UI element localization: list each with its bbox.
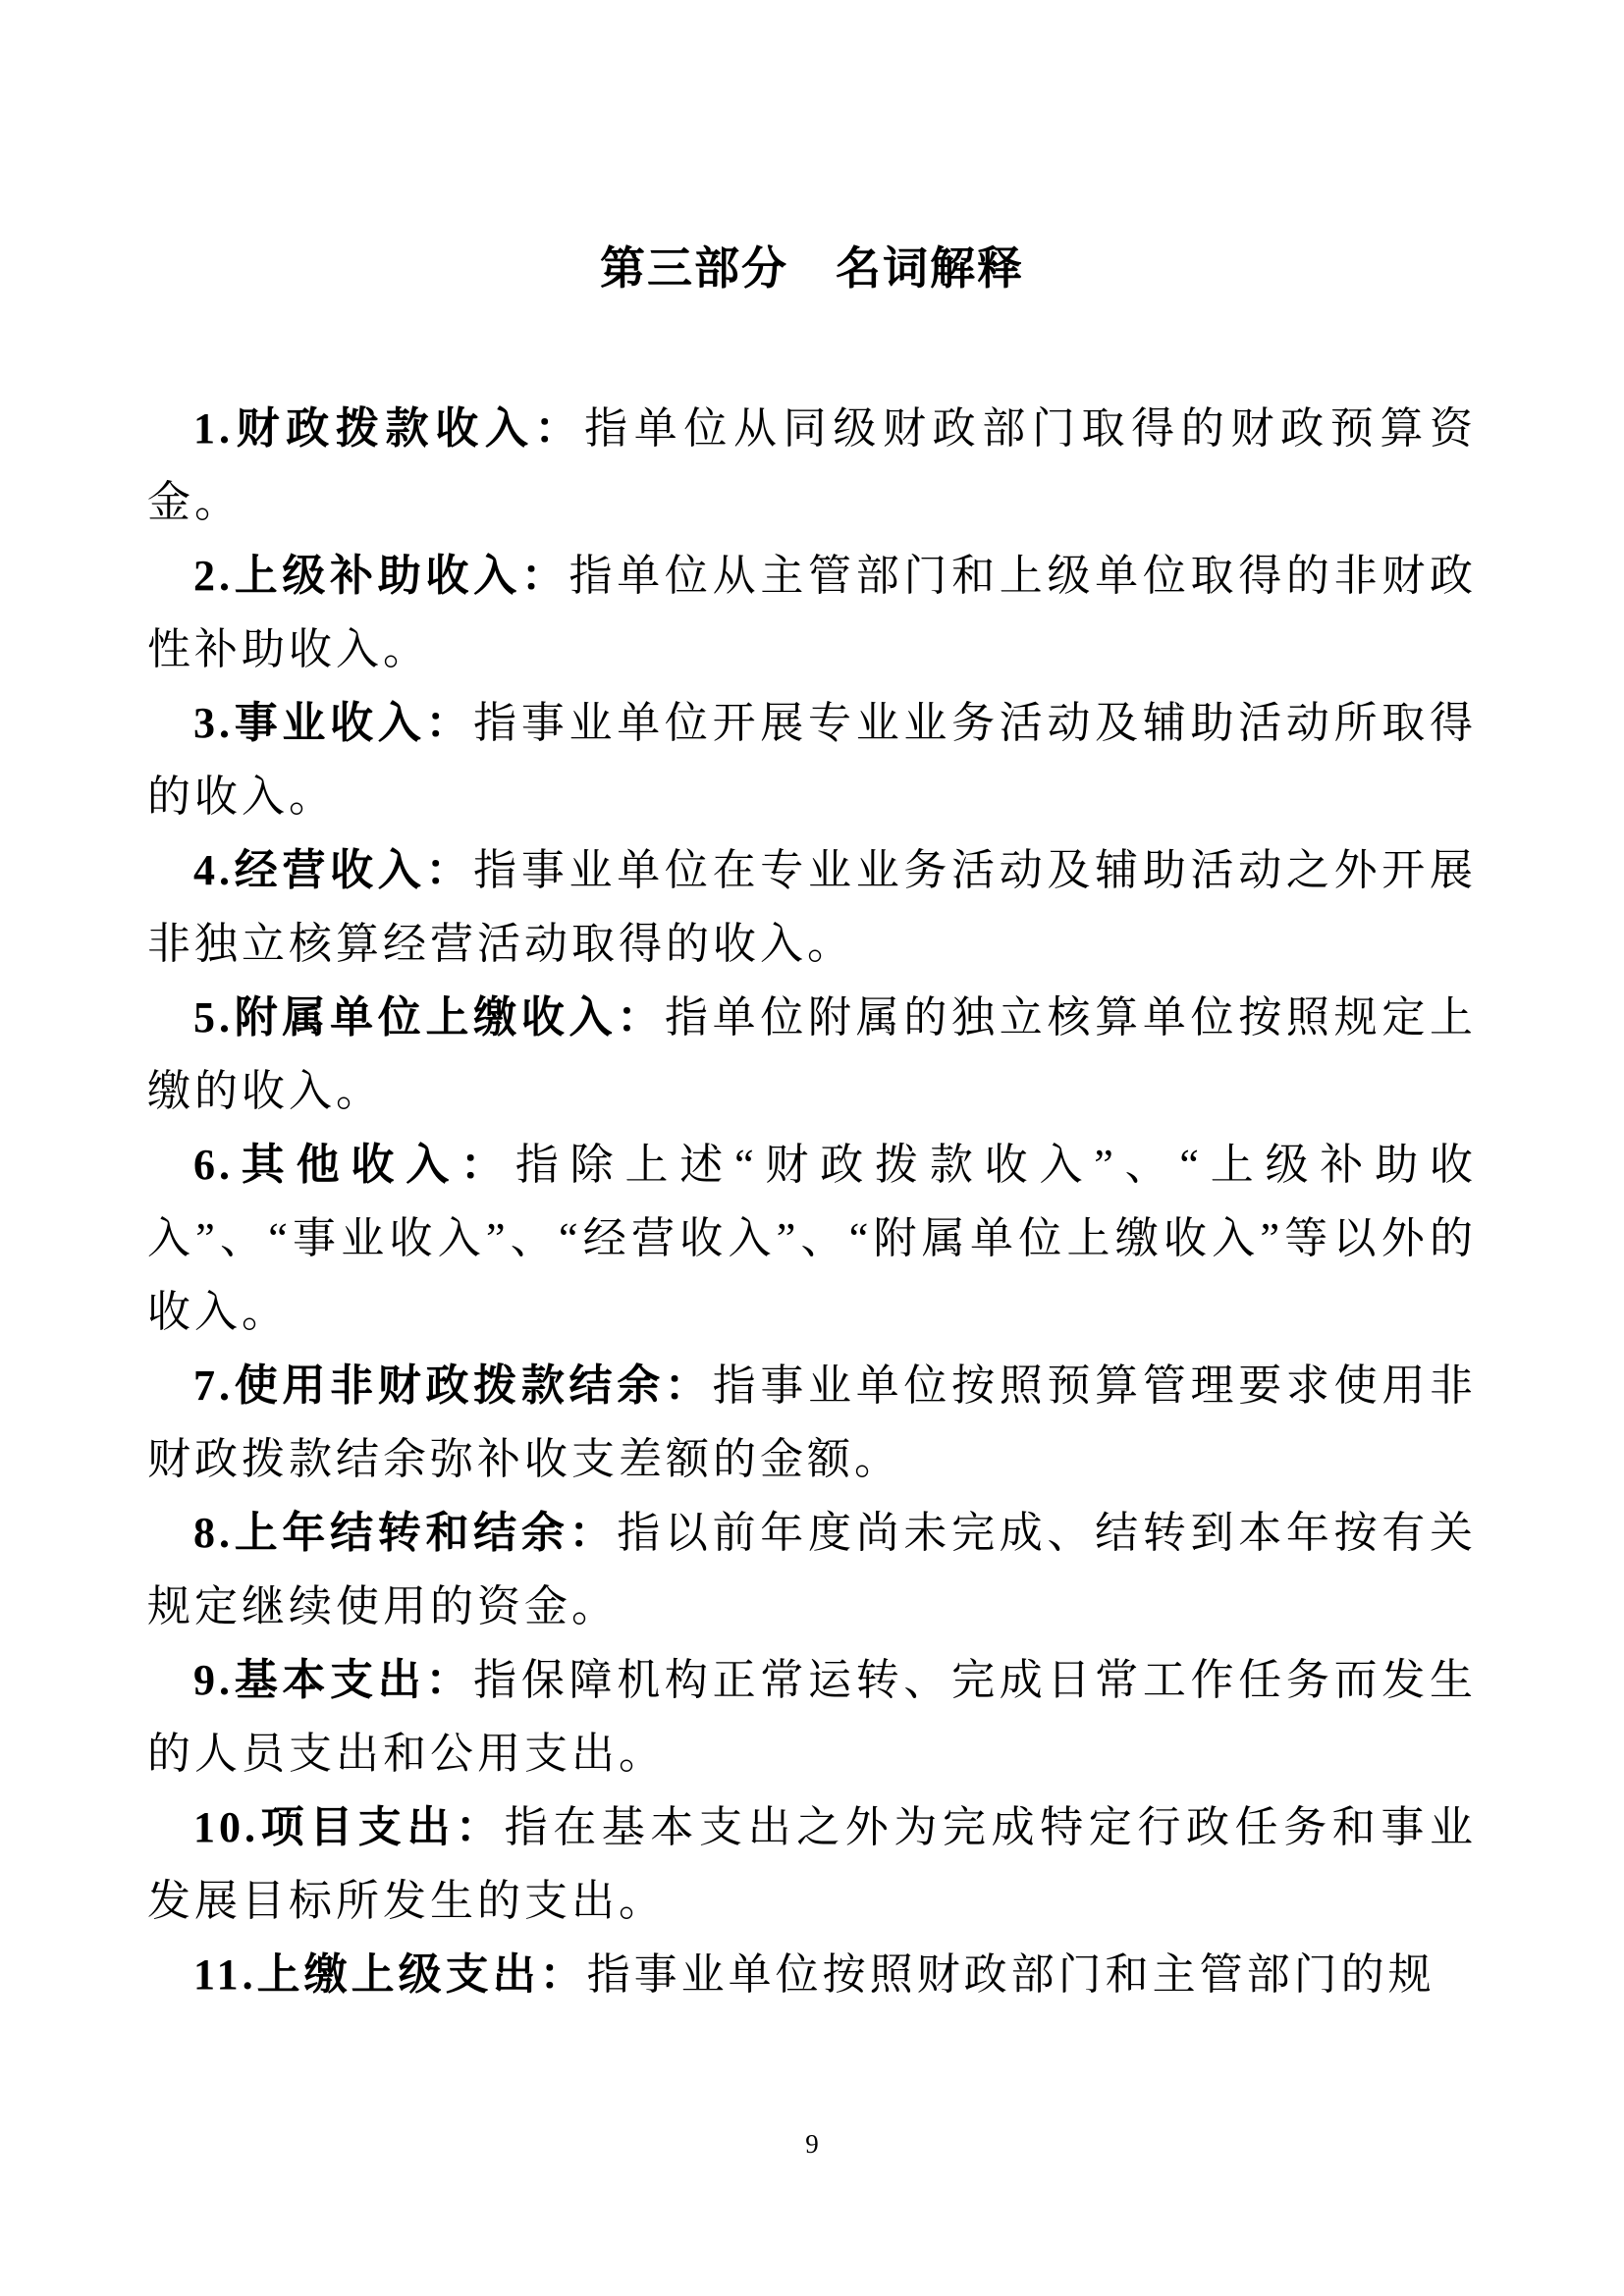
term-item bbox=[147, 1496, 1477, 1643]
term-label: 3.事业收入： bbox=[193, 699, 474, 747]
term-definition: 指事业单位按照预算管理要求使用非财政拨款结余弥补收支差额的金额。 bbox=[147, 1362, 1478, 1483]
term-item bbox=[147, 1643, 1477, 1790]
page-number: 9 bbox=[805, 2129, 819, 2159]
term-definition: 指以前年度尚未完成、结转到本年按有关规定继续使用的资金。 bbox=[147, 1509, 1478, 1630]
term-definition: 指在基本支出之外为完成特定行政任务和事业发展目标所发生的支出。 bbox=[147, 1803, 1478, 1925]
term-item bbox=[147, 392, 1477, 539]
term-definition: 指单位从同级财政部门取得的财政预算资金。 bbox=[147, 404, 1478, 526]
term-label: 11.上缴上级支出： bbox=[193, 1950, 587, 1999]
term-label: 6.其他收入： bbox=[193, 1141, 515, 1189]
term-label: 10.项目支出： bbox=[193, 1803, 505, 1851]
term-item bbox=[147, 981, 1477, 1128]
term-definition: 指事业单位按照财政部门和主管部门的规 bbox=[586, 1950, 1435, 1999]
term-definition: 指除上述“财政拨款收入”、“上级补助收入”、“事业收入”、“经营收入”、“附属单位上缴收入”等以外的收入。 bbox=[147, 1141, 1478, 1336]
term-definition: 指单位附属的独立核算单位按照规定上缴的收入。 bbox=[147, 993, 1478, 1115]
term-label: 5.附属单位上缴收入： bbox=[193, 993, 665, 1041]
term-definition: 指事业单位在专业业务活动及辅助活动之外开展非独立核算经营活动取得的收入。 bbox=[147, 846, 1478, 968]
term-label: 8.上年结转和结余： bbox=[193, 1509, 618, 1557]
term-item bbox=[147, 833, 1477, 981]
term-definition: 指事业单位开展专业业务活动及辅助活动所取得的收入。 bbox=[147, 699, 1478, 821]
term-item bbox=[147, 686, 1477, 833]
term-item bbox=[147, 1128, 1477, 1349]
term-definition: 指单位从主管部门和上级单位取得的非财政性补助收入。 bbox=[147, 552, 1478, 673]
term-definition: 指保障机构正常运转、完成日常工作任务而发生的人员支出和公用支出。 bbox=[147, 1656, 1478, 1778]
term-item bbox=[147, 1349, 1477, 1496]
term-label: 2.上级补助收入： bbox=[193, 552, 569, 600]
term-label: 9.基本支出： bbox=[193, 1656, 474, 1704]
page-title: 第三部分 名词解释 bbox=[600, 243, 1024, 294]
terms-list bbox=[147, 392, 1477, 2011]
term-label: 4.经营收入： bbox=[193, 846, 474, 894]
term-item bbox=[147, 539, 1477, 686]
term-item bbox=[147, 1790, 1477, 1938]
term-item bbox=[147, 1938, 1477, 2011]
term-label: 1.财政拨款收入： bbox=[193, 404, 585, 453]
term-label: 7.使用非财政拨款结余： bbox=[193, 1362, 713, 1410]
